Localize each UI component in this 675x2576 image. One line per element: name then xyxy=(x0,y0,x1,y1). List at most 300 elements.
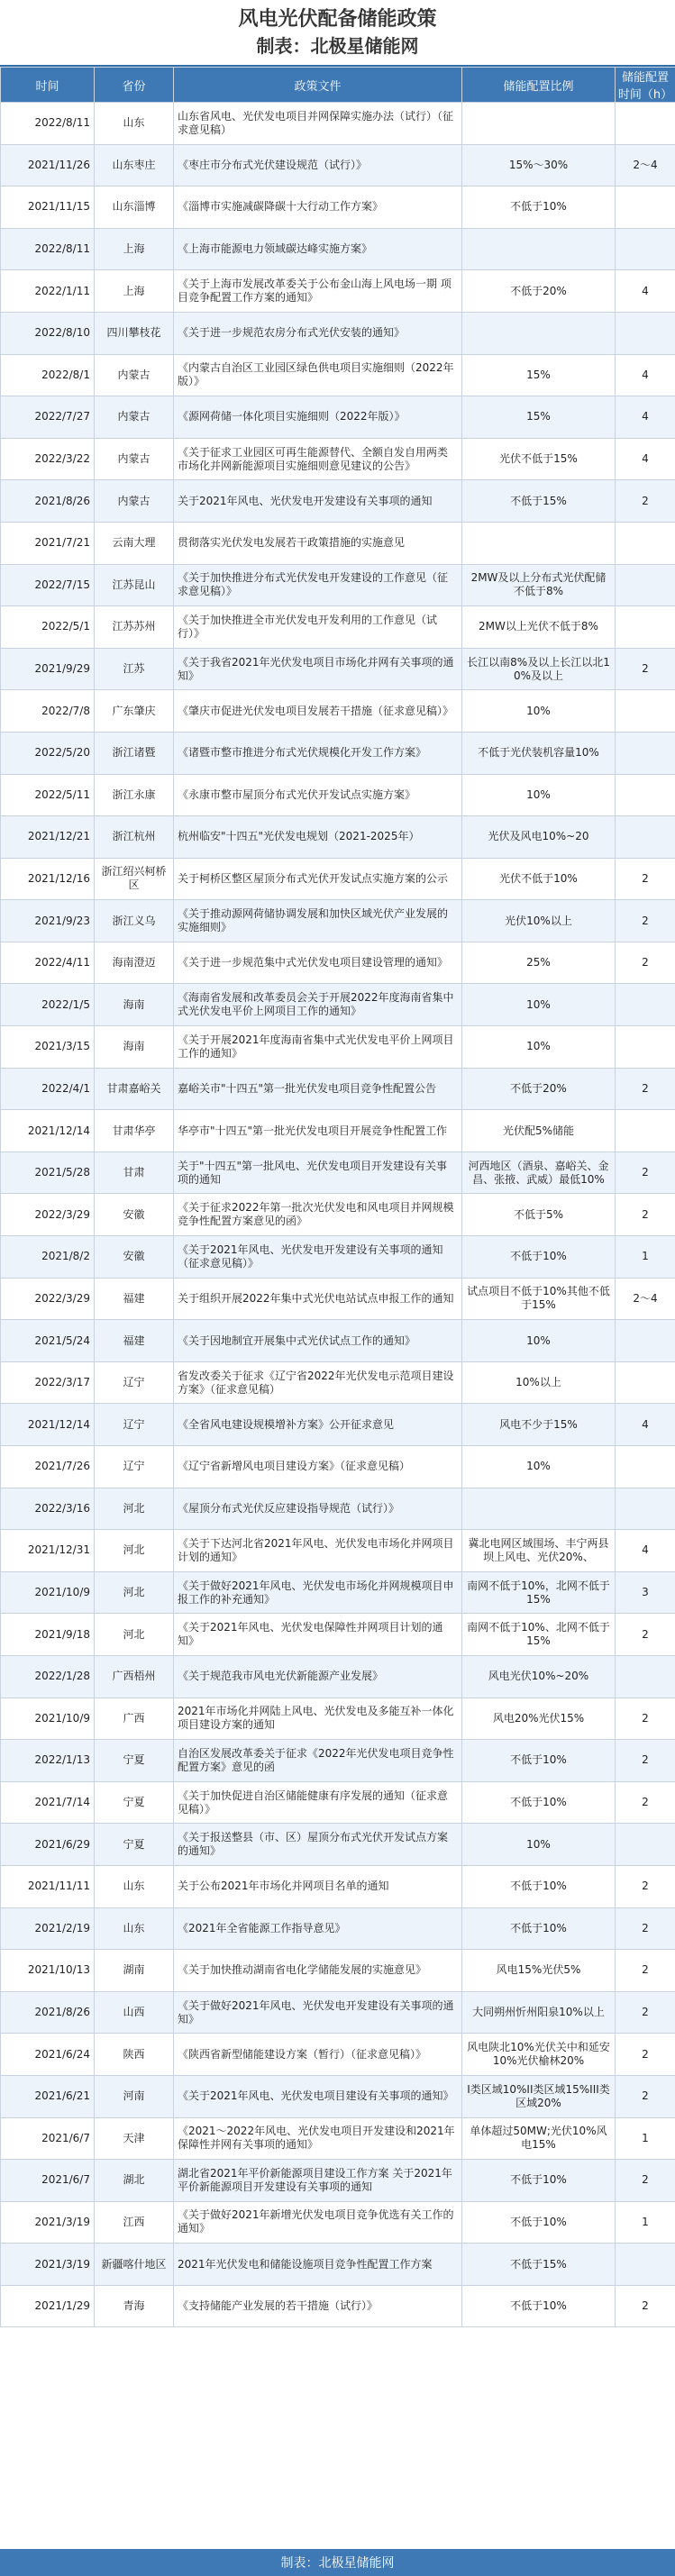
table-row xyxy=(1,1488,675,1530)
cell-duration: 2 xyxy=(616,2285,675,2327)
cell-ratio: 15% xyxy=(462,396,616,439)
cell-date: 2021/12/21 xyxy=(1,816,95,859)
cell-ratio: 不低于光伏装机容量10% xyxy=(462,732,616,774)
cell-duration: 2 xyxy=(616,1907,675,1950)
cell-province: 山东 xyxy=(95,1907,174,1950)
cell-province: 安徽 xyxy=(95,1236,174,1279)
table-row xyxy=(1,1151,675,1194)
cell-duration xyxy=(616,1026,675,1069)
table-row xyxy=(1,1571,675,1614)
table-row xyxy=(1,2244,675,2286)
table-row xyxy=(1,1194,675,1236)
cell-ratio: 不低于10% xyxy=(462,1781,616,1824)
cell-duration: 2 xyxy=(616,480,675,523)
cell-policy: 《关于开展2021年度海南省集中式光伏发电平价上网项目工作的通知》 xyxy=(174,1026,462,1069)
cell-ratio: 试点项目不低于10%其他不低于15% xyxy=(462,1278,616,1320)
cell-province: 山东枣庄 xyxy=(95,144,174,187)
cell-ratio: 10% xyxy=(462,690,616,733)
cell-policy: 《关于加快推进分布式光伏发电开发建设的工作意见（征求意见稿）》 xyxy=(174,564,462,606)
cell-duration: 4 xyxy=(616,396,675,439)
cell-duration: 2 xyxy=(616,1991,675,2034)
cell-ratio: 南网不低于10%、北网不低于15% xyxy=(462,1614,616,1656)
cell-duration: 2 xyxy=(616,2075,675,2117)
cell-date: 2022/1/13 xyxy=(1,1740,95,1782)
cell-date: 2021/9/29 xyxy=(1,648,95,690)
cell-policy: 《关于征求工业园区可再生能源替代、全额自发自用两类市场化并网新能源项目实施细则意见建议的公告》 xyxy=(174,438,462,480)
cell-ratio: 不低于10% xyxy=(462,1907,616,1950)
table-row xyxy=(1,438,675,480)
cell-province: 湖南 xyxy=(95,1950,174,1992)
table-row xyxy=(1,2160,675,2202)
cell-policy: 2021年市场化并网陆上风电、光伏发电及多能互补一体化项目建设方案的通知 xyxy=(174,1698,462,1740)
cell-duration: 2 xyxy=(616,1194,675,1236)
cell-duration xyxy=(616,2244,675,2286)
cell-policy: 《关于做好2021年风电、光伏发电市场化并网规模项目申报工作的补充通知》 xyxy=(174,1571,462,1614)
cell-ratio: 2MW及以上分布式光伏配储不低于8% xyxy=(462,564,616,606)
cell-date: 2022/4/1 xyxy=(1,1068,95,1110)
cell-duration: 3 xyxy=(616,1571,675,1614)
cell-province: 江西 xyxy=(95,2201,174,2244)
cell-ratio: 光伏不低于10% xyxy=(462,858,616,900)
cell-date: 2021/3/19 xyxy=(1,2201,95,2244)
table-row xyxy=(1,1781,675,1824)
cell-province: 内蒙古 xyxy=(95,438,174,480)
cell-province: 浙江绍兴柯桥区 xyxy=(95,858,174,900)
cell-province: 甘肃 xyxy=(95,1151,174,1194)
cell-province: 广东肇庆 xyxy=(95,690,174,733)
cell-policy: 山东省风电、光伏发电项目并网保障实施办法（试行）（征求意见稿） xyxy=(174,103,462,145)
cell-duration xyxy=(616,1320,675,1362)
cell-date: 2021/10/9 xyxy=(1,1698,95,1740)
cell-ratio: 风电不少于15% xyxy=(462,1404,616,1446)
cell-policy: 《永康市整市屋顶分布式光伏开发试点实施方案》 xyxy=(174,774,462,816)
table-header-row xyxy=(1,68,675,103)
cell-date: 2021/8/26 xyxy=(1,1991,95,2034)
cell-ratio: 光伏10%以上 xyxy=(462,900,616,942)
table-row xyxy=(1,2201,675,2244)
cell-province: 陕西 xyxy=(95,2034,174,2076)
cell-date: 2022/7/8 xyxy=(1,690,95,733)
cell-ratio: 不低于10% xyxy=(462,2160,616,2202)
cell-ratio: 不低于10% xyxy=(462,1865,616,1907)
cell-ratio: 15% xyxy=(462,354,616,396)
cell-date: 2021/6/7 xyxy=(1,2117,95,2160)
cell-policy: 嘉峪关市"十四五"第一批光伏发电项目竞争性配置公告 xyxy=(174,1068,462,1110)
table-row xyxy=(1,858,675,900)
cell-duration xyxy=(616,1361,675,1404)
cell-policy: 关于"十四五"第一批风电、光伏发电项目开发建设有关事项的通知 xyxy=(174,1151,462,1194)
cell-date: 2021/12/31 xyxy=(1,1530,95,1572)
cell-ratio: 10% xyxy=(462,1026,616,1069)
cell-duration xyxy=(616,103,675,145)
cell-duration: 2 xyxy=(616,1068,675,1110)
table-row xyxy=(1,396,675,439)
cell-duration: 1 xyxy=(616,2117,675,2160)
cell-duration xyxy=(616,1488,675,1530)
cell-province: 浙江诸暨 xyxy=(95,732,174,774)
cell-province: 海南 xyxy=(95,984,174,1026)
cell-policy: 《2021年全省能源工作指导意见》 xyxy=(174,1907,462,1950)
cell-date: 2021/5/24 xyxy=(1,1320,95,1362)
cell-duration xyxy=(616,228,675,270)
cell-ratio: 10%以上 xyxy=(462,1361,616,1404)
table-row xyxy=(1,144,675,187)
cell-ratio: 风电15%光伏5% xyxy=(462,1950,616,1992)
cell-ratio: 10% xyxy=(462,774,616,816)
cell-duration: 2 xyxy=(616,858,675,900)
cell-duration: 2 xyxy=(616,648,675,690)
cell-ratio: 光伏不低于15% xyxy=(462,438,616,480)
cell-policy: 《关于2021年风电、光伏发电开发建设有关事项的通知（征求意见稿）》 xyxy=(174,1236,462,1279)
cell-duration xyxy=(616,187,675,229)
table-row xyxy=(1,984,675,1026)
cell-duration xyxy=(616,564,675,606)
cell-policy: 《关于做好2021年风电、光伏发电开发建设有关事项的通知》 xyxy=(174,1991,462,2034)
cell-policy: 华亭市"十四五"第一批光伏发电项目开展竞争性配置工作 xyxy=(174,1110,462,1152)
cell-policy: 《关于因地制宜开展集中式光伏试点工作的通知》 xyxy=(174,1320,462,1362)
cell-province: 辽宁 xyxy=(95,1446,174,1488)
table-row xyxy=(1,1530,675,1572)
cell-province: 海南澄迈 xyxy=(95,942,174,984)
cell-date: 2021/10/13 xyxy=(1,1950,95,1992)
cell-date: 2021/6/29 xyxy=(1,1824,95,1866)
cell-duration: 2 xyxy=(616,1698,675,1740)
cell-ratio: 不低于10% xyxy=(462,1740,616,1782)
cell-duration: 2～4 xyxy=(616,1278,675,1320)
cell-duration xyxy=(616,816,675,859)
cell-policy: 《关于推动源网荷储协调发展和加快区域光伏产业发展的实施细则》 xyxy=(174,900,462,942)
cell-date: 2022/1/11 xyxy=(1,270,95,313)
cell-province: 内蒙古 xyxy=(95,354,174,396)
table-row xyxy=(1,648,675,690)
cell-ratio: 南网不低于10%，北网不低于15% xyxy=(462,1571,616,1614)
cell-ratio: 不低于10% xyxy=(462,1236,616,1279)
cell-province: 辽宁 xyxy=(95,1361,174,1404)
cell-date: 2021/7/21 xyxy=(1,522,95,564)
cell-ratio: 光伏配5%储能 xyxy=(462,1110,616,1152)
cell-province: 天津 xyxy=(95,2117,174,2160)
cell-province: 福建 xyxy=(95,1278,174,1320)
cell-duration xyxy=(616,774,675,816)
cell-ratio: 不低于5% xyxy=(462,1194,616,1236)
cell-ratio: 不低于10% xyxy=(462,2285,616,2327)
cell-date: 2021/5/28 xyxy=(1,1151,95,1194)
table-row xyxy=(1,1404,675,1446)
cell-ratio: 25% xyxy=(462,942,616,984)
cell-policy: 《关于征求2022年第一批次光伏发电和风电项目并网规模竞争性配置方案意见的函》 xyxy=(174,1194,462,1236)
cell-ratio: 风电20%光伏15% xyxy=(462,1698,616,1740)
cell-province: 上海 xyxy=(95,270,174,313)
cell-date: 2021/6/21 xyxy=(1,2075,95,2117)
cell-policy: 《肇庆市促进光伏发电项目发展若干措施（征求意见稿）》 xyxy=(174,690,462,733)
table-row xyxy=(1,480,675,523)
table-row xyxy=(1,1278,675,1320)
cell-duration: 4 xyxy=(616,1404,675,1446)
cell-policy: 《关于加快推动湖南省电化学储能发展的实施意见》 xyxy=(174,1950,462,1992)
cell-province: 河北 xyxy=(95,1488,174,1530)
cell-ratio: 不低于10% xyxy=(462,187,616,229)
table-row xyxy=(1,2075,675,2117)
cell-policy: 省发改委关于征求《辽宁省2022年光伏发电示范项目建设方案》（征求意见稿） xyxy=(174,1361,462,1404)
cell-policy: 《关于加快促进自治区储能健康有序发展的通知（征求意见稿）》 xyxy=(174,1781,462,1824)
cell-duration: 2 xyxy=(616,1151,675,1194)
table-row xyxy=(1,1614,675,1656)
cell-date: 2022/7/27 xyxy=(1,396,95,439)
cell-ratio: 河西地区（酒泉、嘉峪关、金昌、张掖、武威）最低10% xyxy=(462,1151,616,1194)
cell-province: 四川攀枝花 xyxy=(95,312,174,354)
cell-province: 云南大理 xyxy=(95,522,174,564)
column-header-province: 省份 xyxy=(95,68,174,103)
cell-province: 浙江义乌 xyxy=(95,900,174,942)
cell-province: 海南 xyxy=(95,1026,174,1069)
cell-policy: 《关于进一步规范农房分布式光伏安装的通知》 xyxy=(174,312,462,354)
table-row xyxy=(1,1361,675,1404)
cell-duration: 2 xyxy=(616,1781,675,1824)
table-row xyxy=(1,1320,675,1362)
cell-ratio: 风电光伏10%~20% xyxy=(462,1655,616,1698)
cell-province: 河北 xyxy=(95,1571,174,1614)
cell-ratio: 光伏及风电10%~20 xyxy=(462,816,616,859)
table-row xyxy=(1,228,675,270)
table-row xyxy=(1,1068,675,1110)
cell-policy: 《支持储能产业发展的若干措施（试行）》 xyxy=(174,2285,462,2327)
cell-duration: 1 xyxy=(616,2201,675,2244)
cell-ratio: 单体超过50MW;光伏10%风电15% xyxy=(462,2117,616,2160)
table-row xyxy=(1,1236,675,1279)
cell-ratio: 10% xyxy=(462,1824,616,1866)
table-row xyxy=(1,187,675,229)
cell-policy: 《关于我省2021年光伏发电项目市场化并网有关事项的通知》 xyxy=(174,648,462,690)
cell-policy: 《关于下达河北省2021年风电、光伏发电市场化并网项目计划的通知》 xyxy=(174,1530,462,1572)
cell-province: 甘肃嘉峪关 xyxy=(95,1068,174,1110)
cell-province: 广西 xyxy=(95,1698,174,1740)
cell-ratio: 2MW以上光伏不低于8% xyxy=(462,606,616,649)
cell-duration: 2～4 xyxy=(616,144,675,187)
cell-policy: 《关于做好2021年新增光伏发电项目竞争优选有关工作的通知》 xyxy=(174,2201,462,2244)
cell-province: 湖北 xyxy=(95,2160,174,2202)
table-row xyxy=(1,2117,675,2160)
cell-province: 辽宁 xyxy=(95,1404,174,1446)
cell-date: 2021/12/14 xyxy=(1,1110,95,1152)
cell-duration xyxy=(616,1655,675,1698)
cell-date: 2022/3/29 xyxy=(1,1194,95,1236)
table-row xyxy=(1,1907,675,1950)
table-row xyxy=(1,312,675,354)
cell-policy: 杭州临安"十四五"光伏发电规划（2021-2025年） xyxy=(174,816,462,859)
cell-ratio xyxy=(462,103,616,145)
table-row xyxy=(1,522,675,564)
cell-province: 宁夏 xyxy=(95,1824,174,1866)
cell-duration: 2 xyxy=(616,2160,675,2202)
cell-province: 江苏苏州 xyxy=(95,606,174,649)
cell-date: 2021/11/15 xyxy=(1,187,95,229)
cell-date: 2022/5/1 xyxy=(1,606,95,649)
cell-ratio: I类区域10%II类区域15%III类区域20% xyxy=(462,2075,616,2117)
cell-date: 2022/5/20 xyxy=(1,732,95,774)
cell-date: 2022/8/11 xyxy=(1,228,95,270)
table-row xyxy=(1,606,675,649)
table-row xyxy=(1,1110,675,1152)
cell-province: 内蒙古 xyxy=(95,396,174,439)
cell-province: 浙江杭州 xyxy=(95,816,174,859)
cell-date: 2022/4/11 xyxy=(1,942,95,984)
table-row xyxy=(1,270,675,313)
cell-date: 2022/8/11 xyxy=(1,103,95,145)
table-row xyxy=(1,1824,675,1866)
cell-policy: 自治区发展改革委关于征求《2022年光伏发电项目竞争性配置方案》意见的函 xyxy=(174,1740,462,1782)
cell-ratio: 不低于10% xyxy=(462,2201,616,2244)
cell-date: 2021/1/29 xyxy=(1,2285,95,2327)
cell-duration: 4 xyxy=(616,1530,675,1572)
cell-duration xyxy=(616,984,675,1026)
cell-date: 2022/3/29 xyxy=(1,1278,95,1320)
table-row xyxy=(1,900,675,942)
table-row xyxy=(1,1698,675,1740)
cell-date: 2022/7/15 xyxy=(1,564,95,606)
cell-date: 2022/3/17 xyxy=(1,1361,95,1404)
cell-date: 2021/2/19 xyxy=(1,1907,95,1950)
cell-ratio: 10% xyxy=(462,984,616,1026)
cell-province: 河南 xyxy=(95,2075,174,2117)
cell-date: 2021/7/14 xyxy=(1,1781,95,1824)
cell-ratio: 风电陕北10%光伏关中和延安10%光伏榆林20% xyxy=(462,2034,616,2076)
cell-policy: 《陕西省新型储能建设方案（暂行）（征求意见稿）》 xyxy=(174,2034,462,2076)
cell-policy: 《关于2021年风电、光伏发电保障性并网项目计划的通知》 xyxy=(174,1614,462,1656)
cell-policy: 《关于2021年风电、光伏发电项目建设有关事项的通知》 xyxy=(174,2075,462,2117)
cell-date: 2021/12/16 xyxy=(1,858,95,900)
cell-ratio xyxy=(462,312,616,354)
cell-policy: 关于2021年风电、光伏发电开发建设有关事项的通知 xyxy=(174,480,462,523)
cell-policy: 《全省风电建设规模增补方案》公开征求意见 xyxy=(174,1404,462,1446)
cell-policy: 湖北省2021年平价新能源项目建设工作方案 关于2021年平价新能源项目开发建设有关事项的通知 xyxy=(174,2160,462,2202)
cell-policy: 《关于上海市发展改革委关于公布金山海上风电场一期 项目竞争配置工作方案的通知》 xyxy=(174,270,462,313)
cell-policy: 《内蒙古自治区工业园区绿色供电项目实施细则（2022年版）》 xyxy=(174,354,462,396)
cell-province: 山东 xyxy=(95,103,174,145)
cell-province: 上海 xyxy=(95,228,174,270)
cell-ratio: 不低于20% xyxy=(462,1068,616,1110)
cell-date: 2021/6/24 xyxy=(1,2034,95,2076)
cell-duration xyxy=(616,312,675,354)
cell-ratio: 10% xyxy=(462,1446,616,1488)
cell-date: 2021/12/14 xyxy=(1,1404,95,1446)
cell-duration: 1 xyxy=(616,1236,675,1279)
table-row xyxy=(1,2034,675,2076)
cell-duration xyxy=(616,732,675,774)
cell-date: 2021/11/26 xyxy=(1,144,95,187)
cell-province: 河北 xyxy=(95,1614,174,1656)
cell-duration: 2 xyxy=(616,1740,675,1782)
column-header-ratio: 储能配置比例 xyxy=(462,68,616,103)
cell-ratio: 冀北电网区域围场、丰宁两县坝上风电、光伏20%、 xyxy=(462,1530,616,1572)
cell-date: 2021/9/18 xyxy=(1,1614,95,1656)
table-row xyxy=(1,1950,675,1992)
cell-ratio: 大同朔州忻州阳泉10%以上 xyxy=(462,1991,616,2034)
cell-date: 2022/3/22 xyxy=(1,438,95,480)
cell-province: 内蒙古 xyxy=(95,480,174,523)
cell-duration xyxy=(616,690,675,733)
cell-policy: 《关于报送整县（市、区）屋顶分布式光伏开发试点方案的通知》 xyxy=(174,1824,462,1866)
title-block xyxy=(0,0,675,67)
table-row xyxy=(1,354,675,396)
cell-duration xyxy=(616,1110,675,1152)
cell-province: 福建 xyxy=(95,1320,174,1362)
cell-date: 2022/5/11 xyxy=(1,774,95,816)
cell-date: 2021/10/9 xyxy=(1,1571,95,1614)
cell-date: 2021/8/26 xyxy=(1,480,95,523)
cell-policy: 《海南省发展和改革委员会关于开展2022年度海南省集中式光伏发电平价上网项目工作的通知》 xyxy=(174,984,462,1026)
cell-policy: 《枣庄市分布式光伏建设规范（试行）》 xyxy=(174,144,462,187)
cell-date: 2022/1/28 xyxy=(1,1655,95,1698)
cell-province: 江苏 xyxy=(95,648,174,690)
cell-duration xyxy=(616,1446,675,1488)
cell-policy: 关于柯桥区整区屋顶分布式光伏开发试点实施方案的公示 xyxy=(174,858,462,900)
cell-date: 2022/1/5 xyxy=(1,984,95,1026)
cell-province: 青海 xyxy=(95,2285,174,2327)
cell-duration: 4 xyxy=(616,354,675,396)
cell-policy: 《淄博市实施减碳降碳十大行动工作方案》 xyxy=(174,187,462,229)
table-row xyxy=(1,774,675,816)
cell-policy: 《关于加快推进全市光伏发电开发利用的工作意见（试行）》 xyxy=(174,606,462,649)
cell-ratio xyxy=(462,228,616,270)
cell-date: 2021/9/23 xyxy=(1,900,95,942)
cell-date: 2021/3/19 xyxy=(1,2244,95,2286)
cell-policy: 《屋顶分布式光伏反应建设指导规范（试行）》 xyxy=(174,1488,462,1530)
cell-policy: 《关于规范我市风电光伏新能源产业发展》 xyxy=(174,1655,462,1698)
table-row xyxy=(1,564,675,606)
cell-policy: 2021年光伏发电和储能设施项目竞争性配置工作方案 xyxy=(174,2244,462,2286)
cell-date: 2022/8/10 xyxy=(1,312,95,354)
cell-date: 2022/8/1 xyxy=(1,354,95,396)
cell-ratio: 长江以南8%及以上长江以北10%及以上 xyxy=(462,648,616,690)
cell-ratio: 15%～30% xyxy=(462,144,616,187)
cell-duration: 2 xyxy=(616,1865,675,1907)
cell-policy: 《上海市能源电力领域碳达峰实施方案》 xyxy=(174,228,462,270)
cell-date: 2021/6/7 xyxy=(1,2160,95,2202)
cell-ratio xyxy=(462,1488,616,1530)
table-row xyxy=(1,816,675,859)
cell-policy: 《辽宁省新增风电项目建设方案》（征求意见稿） xyxy=(174,1446,462,1488)
table-row xyxy=(1,1026,675,1069)
cell-province: 江苏昆山 xyxy=(95,564,174,606)
cell-policy: 《诸暨市整市推进分布式光伏规模化开发工作方案》 xyxy=(174,732,462,774)
cell-ratio xyxy=(462,522,616,564)
page-title: 风电光伏配备储能政策 xyxy=(238,8,437,31)
table-row xyxy=(1,1655,675,1698)
footer: 制表：北极星储能网 xyxy=(0,2549,675,2576)
cell-province: 山东淄博 xyxy=(95,187,174,229)
column-header-date: 时间 xyxy=(1,68,95,103)
table-row xyxy=(1,690,675,733)
table-row xyxy=(1,2285,675,2327)
cell-duration: 2 xyxy=(616,2034,675,2076)
cell-duration: 2 xyxy=(616,942,675,984)
cell-duration: 2 xyxy=(616,1614,675,1656)
cell-duration xyxy=(616,606,675,649)
cell-date: 2021/3/15 xyxy=(1,1026,95,1069)
table-row xyxy=(1,1991,675,2034)
cell-duration: 2 xyxy=(616,1950,675,1992)
cell-policy: 《关于进一步规范集中式光伏发电项目建设管理的通知》 xyxy=(174,942,462,984)
cell-policy: 贯彻落实光伏发电发展若干政策措施的实施意见 xyxy=(174,522,462,564)
table-row xyxy=(1,942,675,984)
cell-policy: 《2021～2022年风电、光伏发电项目开发建设和2021年保障性并网有关事项的通知》 xyxy=(174,2117,462,2160)
cell-ratio: 10% xyxy=(462,1320,616,1362)
cell-province: 河北 xyxy=(95,1530,174,1572)
cell-ratio: 不低于15% xyxy=(462,480,616,523)
table-row xyxy=(1,1865,675,1907)
cell-province: 宁夏 xyxy=(95,1740,174,1782)
table-row xyxy=(1,1740,675,1782)
